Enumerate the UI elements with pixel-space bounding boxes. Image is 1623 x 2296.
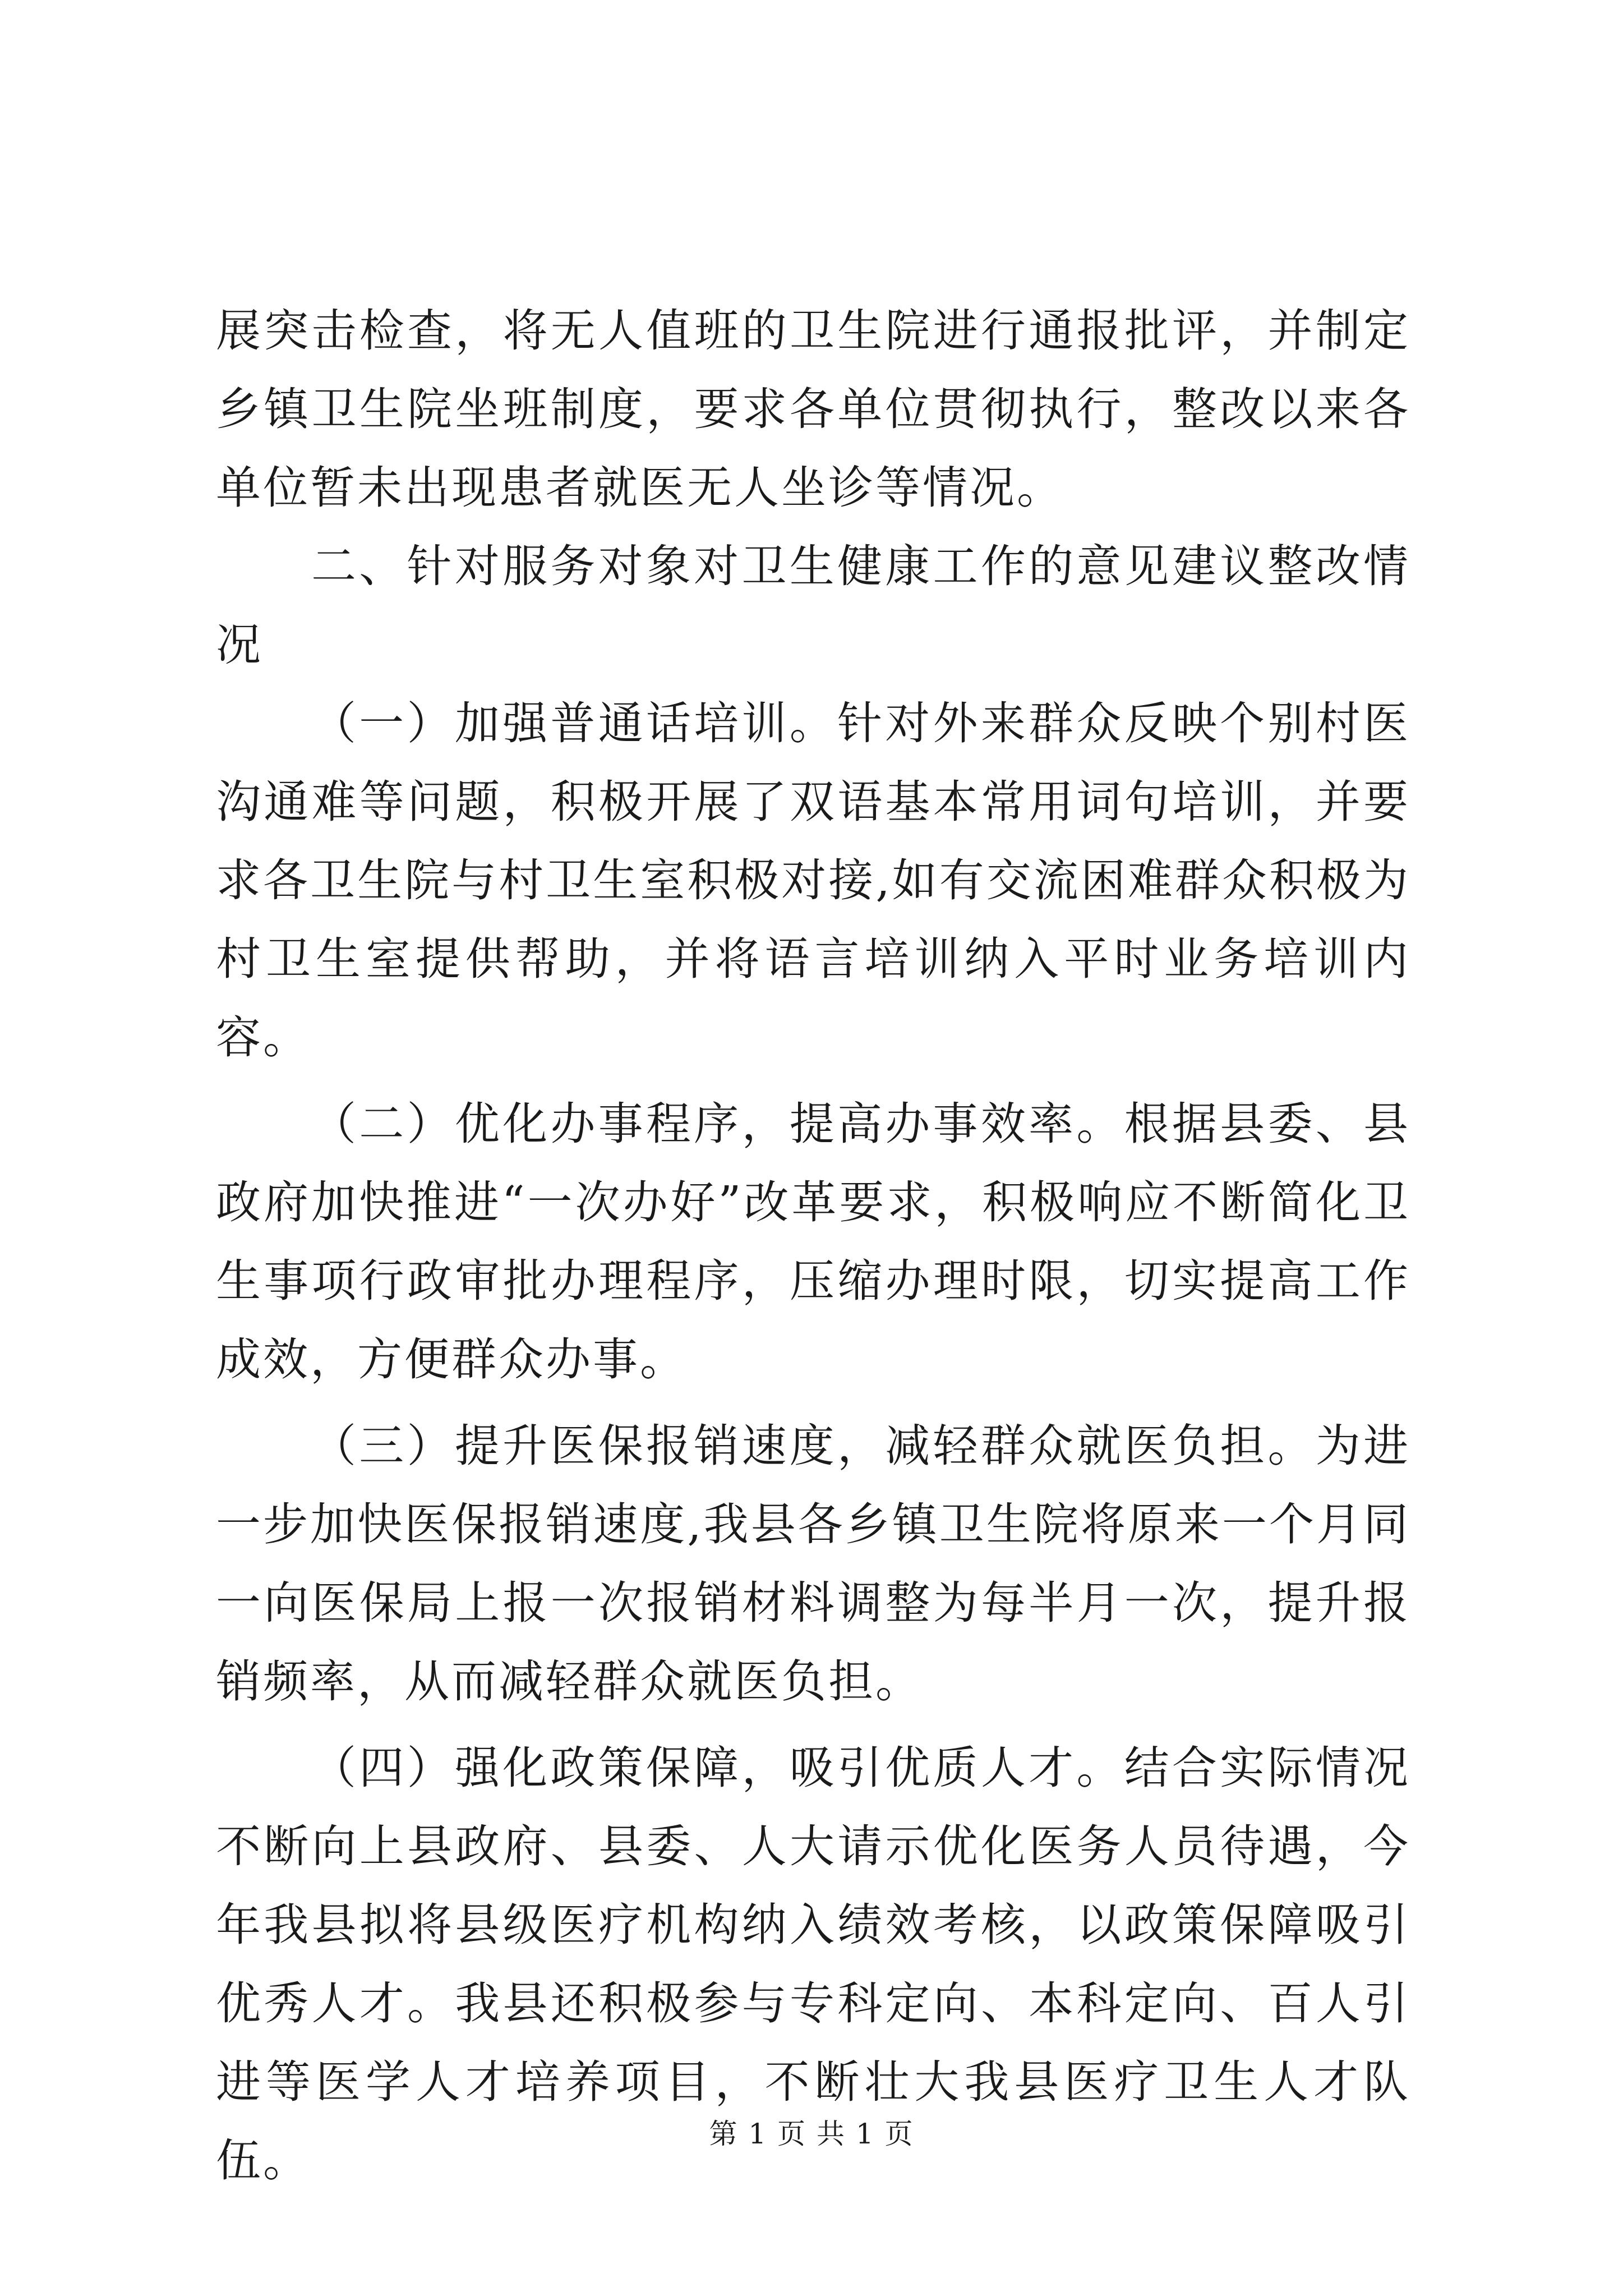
paragraph-item-2: （二）优化办事程序，提高办事效率。根据县委、县政府加快推进“一次办好”改革要求，积极响应不断简化卫生事项行政审批办理程序，压缩办理时限，切实提高工作成效，方便群众办事。 [216,1098,1410,1386]
paragraph-item-4: （四）强化政策保障，吸引优质人才。结合实际情况不断向上县政府、县委、人大请示优化医务人员待遇，今年我县拟将县级医疗机构纳入绩效考核，以政策保障吸引优秀人才。我县还积极参与专科定向、本科定向、百人引进等医学人才培养项目，不断壮大我县医疗卫生人才队伍。 [216,1742,1410,2187]
page-number-footer: 第 1 页 共 1 页 [709,2118,914,2150]
paragraph-item-1: （一）加强普通话培训。针对外来群众反映个别村医沟通难等问题，积极开展了双语基本常用词句培训，并要求各卫生院与村卫生室积极对接,如有交流困难群众积极为村卫生室提供帮助，并将语言培训纳入平时业务培训内容。 [216,697,1410,1064]
paragraph-continuation: 展突击检查，将无人值班的卫生院进行通报批评，并制定乡镇卫生院坐班制度，要求各单位贯彻执行，整改以来各单位暂未出现患者就医无人坐诊等情况。 [216,305,1410,514]
paragraph-item-3: （三）提升医保报销速度，减轻群众就医负担。为进一步加快医保报销速度,我县各乡镇卫生院将原来一个月同一向医保局上报一次报销材料调整为每半月一次，提升报销频率，从而减轻群众就医负担。 [216,1420,1410,1708]
section-heading: 二、针对服务对象对卫生健康工作的意见建议整改情况 [216,540,1410,671]
document-body [216,292,1410,2200]
